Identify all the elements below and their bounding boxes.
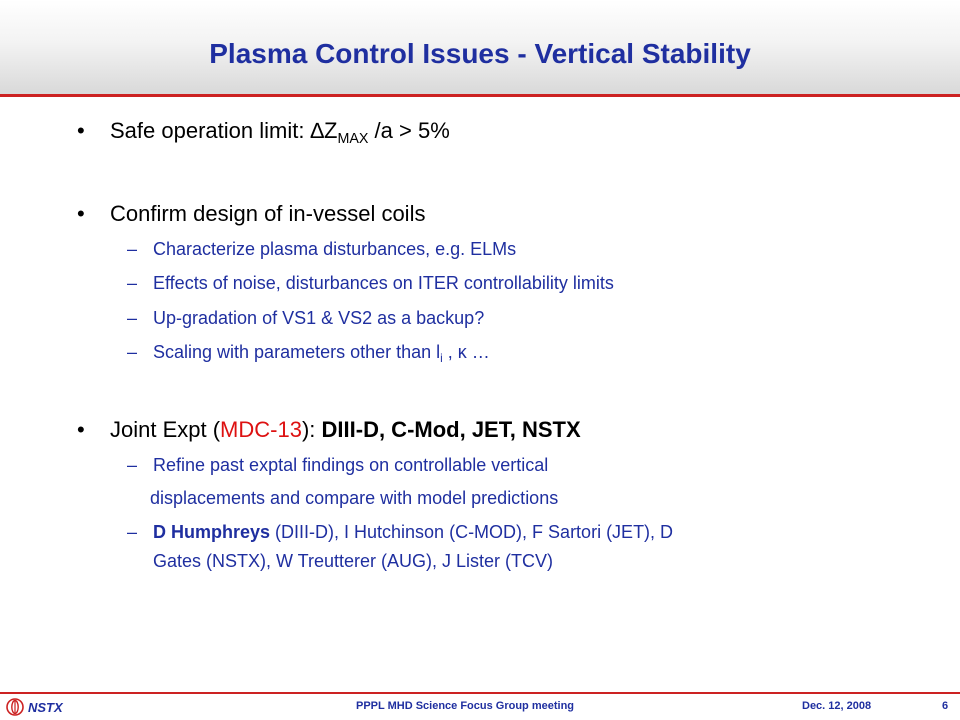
sub-item-text: Effects of noise, disturbances on ITER controllability limits bbox=[153, 273, 614, 293]
meeting-name: PPPL MHD Science Focus Group meeting bbox=[356, 700, 575, 712]
subscript-max: MAX bbox=[337, 131, 369, 147]
sub-item-people bbox=[127, 522, 674, 543]
sub-item-text: displacements and compare with model predictions bbox=[150, 488, 559, 508]
bullet-marker: • bbox=[77, 417, 85, 442]
dash-marker: – bbox=[127, 239, 138, 259]
bullet-confirm-design bbox=[77, 201, 426, 227]
sub-item-text: Characterize plasma disturbances, e.g. ELMs bbox=[153, 239, 517, 259]
person-name-humphreys: D Humphreys bbox=[153, 522, 271, 542]
sub-item-refine-cont bbox=[150, 488, 558, 509]
nstx-logo-icon bbox=[6, 698, 24, 716]
devices-list: DIII-D, C-Mod, JET, NSTX bbox=[321, 417, 581, 442]
meeting-date: Dec. 12, 2008 bbox=[802, 700, 872, 712]
bullet-text-mid: ): bbox=[301, 417, 322, 442]
sub-item-text-mid: , bbox=[442, 342, 458, 362]
dash-marker: – bbox=[127, 273, 138, 293]
sub-item-upgradation bbox=[127, 308, 485, 329]
logo-text: NSTX bbox=[28, 700, 63, 715]
sub-item-text: Refine past exptal findings on controllable vertical bbox=[153, 455, 549, 475]
sub-item-text: Up-gradation of VS1 & VS2 as a backup? bbox=[153, 308, 485, 328]
sub-item-noise bbox=[127, 273, 614, 294]
bullet-text: Safe operation limit: bbox=[110, 118, 311, 143]
dash-marker: – bbox=[127, 342, 138, 362]
sub-item-people-cont bbox=[153, 551, 553, 572]
subscript-i: i bbox=[440, 352, 443, 366]
bullet-joint-expt bbox=[77, 417, 581, 443]
bullet-text: Joint Expt ( bbox=[110, 417, 221, 442]
dash-marker: – bbox=[127, 308, 138, 328]
sub-item-scaling bbox=[127, 342, 490, 366]
delta-z-symbol: ∆Z bbox=[310, 118, 338, 143]
bullet-text-tail: /a > 5% bbox=[368, 118, 450, 143]
sub-item-text: Scaling with parameters other than l bbox=[153, 342, 441, 362]
bullet-text: Confirm design of in-vessel coils bbox=[110, 201, 426, 226]
slide-footer bbox=[0, 694, 960, 720]
sub-item-disturbances bbox=[127, 239, 517, 260]
bullet-marker: • bbox=[77, 201, 85, 226]
bullet-safe-operation bbox=[77, 118, 450, 147]
dash-marker: – bbox=[127, 522, 138, 542]
nstx-logo bbox=[6, 698, 78, 718]
sub-item-text-tail: … bbox=[466, 342, 490, 362]
page-number: 6 bbox=[942, 700, 949, 712]
dash-marker: – bbox=[127, 455, 138, 475]
kappa-symbol: κ bbox=[457, 342, 467, 362]
sub-item-text: (DIII-D), I Hutchinson (C-MOD), F Sartori (JET), D bbox=[270, 522, 674, 542]
sub-item-text: Gates (NSTX), W Treutterer (AUG), J Lister (TCV) bbox=[153, 551, 554, 571]
sub-item-refine bbox=[127, 455, 549, 476]
mdc-13-label: MDC-13 bbox=[220, 417, 302, 442]
bullet-marker: • bbox=[77, 118, 85, 143]
slide-title: Plasma Control Issues - Vertical Stability bbox=[209, 38, 751, 69]
